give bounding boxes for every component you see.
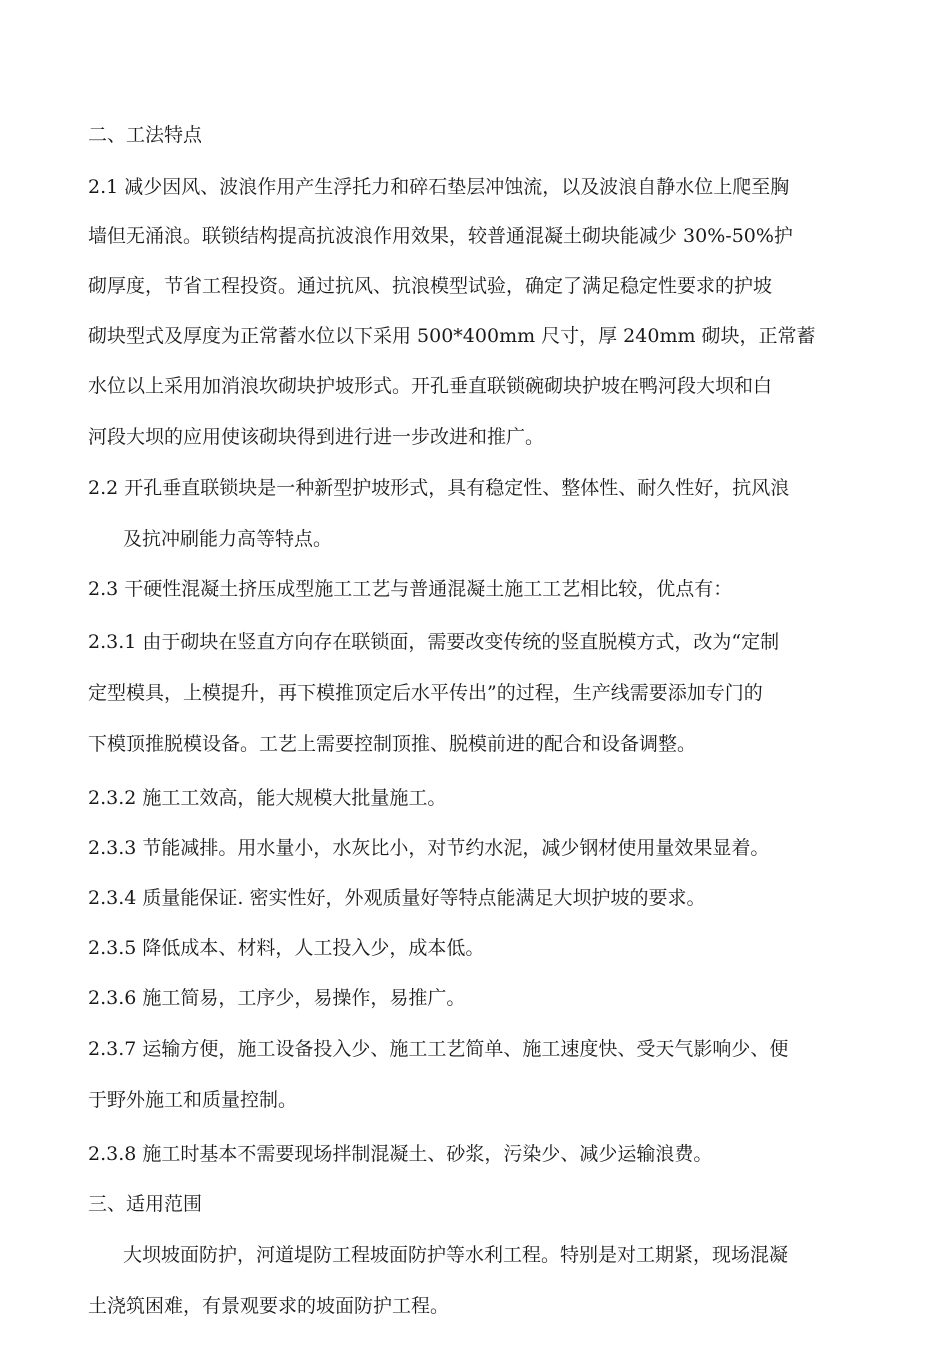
paragraph-3-line-2: 土浇筑困难，有景观要求的坡面防护工程。 [88, 1295, 450, 1317]
paragraph-2-3-1-line-1: 2.3.1 由于砌块在竖直方向存在联锁面，需要改变传统的竖直脱模方式，改为“定制 [88, 631, 780, 653]
paragraph-2-3-2: 2.3.2 施工工效高，能大规模大批量施工。 [88, 787, 447, 809]
paragraph-2-3-8: 2.3.8 施工时基本不需要现场拌制混凝土、砂浆，污染少、减少运输浪费。 [88, 1143, 713, 1165]
paragraph-2-3-7-line-2: 于野外施工和质量控制。 [88, 1089, 298, 1111]
paragraph-2-3-5: 2.3.5 降低成本、材料，人工投入少，成本低。 [88, 937, 485, 959]
paragraph-2-2-line-2: 及抗冲刷能力高等特点。 [123, 528, 333, 550]
paragraph-2-1-line-4: 砌块型式及厚度为正常蓄水位以下采用 500*400mm 尺寸，厚 240mm 砌块，正常蓄 [88, 325, 816, 347]
paragraph-2-1-line-1: 2.1 减少因风、波浪作用产生浮托力和碎石垫层冲蚀流，以及波浪自静水位上爬至胸 [88, 176, 790, 198]
section-heading-3: 三、适用范围 [88, 1193, 203, 1215]
paragraph-2-1-line-2: 墙但无涌浪。联锁结构提高抗波浪作用效果，较普通混凝土砌块能减少 30%-50%护 [88, 225, 793, 247]
paragraph-2-3-1-line-2: 定型模具，上模提升，再下模推顶定后水平传出”的过程，生产线需要添加专门的 [88, 682, 763, 704]
paragraph-2-1-line-3: 砌厚度，节省工程投资。通过抗风、抗浪模型试验，确定了满足稳定性要求的护坡 [88, 275, 773, 297]
paragraph-2-3: 2.3 干硬性混凝土挤压成型施工工艺与普通混凝土施工工艺相比较，优点有： [88, 578, 733, 600]
paragraph-2-3-1-line-3: 下模顶推脱模设备。工艺上需要控制顶推、脱模前进的配合和设备调整。 [88, 733, 697, 755]
paragraph-2-1-line-5: 水位以上采用加消浪坎砌块护坡形式。开孔垂直联锁碗砌块护坡在鸭河段大坝和白 [88, 375, 773, 397]
paragraph-2-3-6: 2.3.6 施工简易，工序少，易操作，易推广。 [88, 987, 466, 1009]
section-heading-2: 二、工法特点 [88, 124, 203, 146]
paragraph-2-2-line-1: 2.2 开孔垂直联锁块是一种新型护坡形式，具有稳定性、整体性、耐久性好，抗风浪 [88, 477, 790, 499]
paragraph-3-line-1: 大坝坡面防护，河道堤防工程坡面防护等水利工程。特别是对工期紧，现场混凝 [123, 1244, 789, 1266]
paragraph-2-3-3: 2.3.3 节能减排。用水量小，水灰比小，对节约水泥，减少钢材使用量效果显着。 [88, 837, 770, 859]
paragraph-2-3-7-line-1: 2.3.7 运输方便，施工设备投入少、施工工艺简单、施工速度快、受天气影响少、便 [88, 1038, 789, 1060]
paragraph-2-3-4: 2.3.4 质量能保证. 密实性好，外观质量好等特点能满足大坝护坡的要求。 [88, 887, 706, 909]
paragraph-2-1-line-6: 河段大坝的应用使该砌块得到进行进一步改进和推广。 [88, 426, 545, 448]
